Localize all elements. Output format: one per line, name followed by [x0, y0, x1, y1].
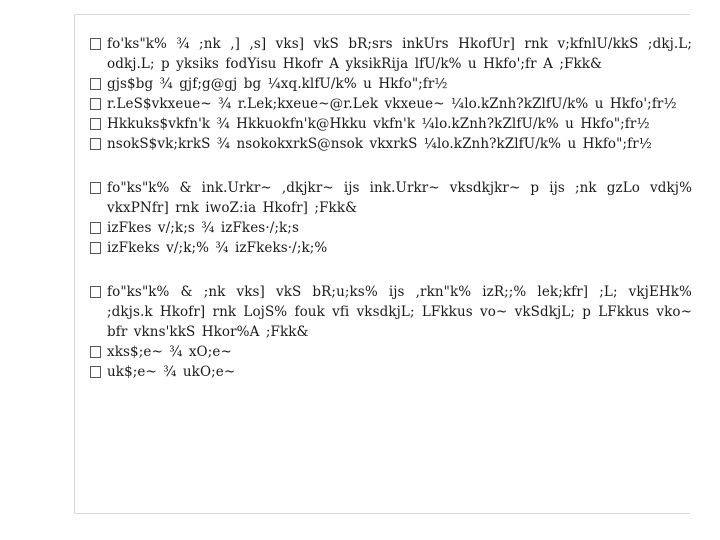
bullet-text: fo"ks"k% & ;nk vks] vkS bR;u;ks% ijs ,rkn"k% izR;;% lek;kfr] ;L; vkjEHk% ;dkjs.k Hkofr] rnk LojS% fouk vfi vksdkjL; LFkkus vo~ vkSdkjL; p LFkkus vko~ bfr vkns'kkS Hkor%A ;Fkk&: [107, 284, 692, 340]
bullet-text: gjs$bg ¾ gjf;g@gj bg ¼xq.klfU/k% u Hkfo";fr½: [107, 76, 448, 92]
bullet-item: [90, 178, 692, 218]
bullet-item: [90, 342, 692, 362]
bullet-text: Hkkuks$vkfn'k ¾ Hkkuokfn'k@Hkku vkfn'k ¼lo.kZnh?kZlfU/k% u Hkfo";fr½: [107, 116, 650, 132]
bullet-item: [90, 282, 692, 342]
checkbox-bullet-icon: [90, 138, 101, 150]
bullet-text: izFkes v/;k;s ¾ izFkes·/;k;s: [107, 220, 299, 236]
bullet-text: fo"ks"k% & ink.Urkr~ ,dkjkr~ ijs ink.Urkr~ vksdkjkr~ p ijs ;nk gzLo vdkj% vkxPNfr] rnk iwoZ:ia Hkofr] ;Fkk&: [107, 180, 692, 216]
checkbox-bullet-icon: [90, 366, 101, 378]
checkbox-bullet-icon: [90, 346, 101, 358]
checkbox-bullet-icon: [90, 242, 101, 254]
bullet-item: [90, 218, 692, 238]
checkbox-bullet-icon: [90, 182, 101, 194]
checkbox-bullet-icon: [90, 286, 101, 298]
bullet-item: [90, 34, 692, 74]
bullet-text: r.LeS$vkxeue~ ¾ r.Lek;kxeue~@r.Lek vkxeue~ ¼lo.kZnh?kZlfU/k% u Hkfo';fr½: [107, 96, 677, 112]
bullet-text: xks$;e~ ¾ xO;e~: [107, 344, 232, 360]
checkbox-bullet-icon: [90, 222, 101, 234]
frame-border-bottom: [75, 513, 690, 514]
bullet-text: uk$;e~ ¾ ukO;e~: [107, 364, 236, 380]
bullet-item: [90, 238, 692, 258]
checkbox-bullet-icon: [90, 78, 101, 90]
checkbox-bullet-icon: [90, 38, 101, 50]
frame-border-top: [75, 14, 690, 15]
checkbox-bullet-icon: [90, 98, 101, 110]
bullet-item: [90, 94, 692, 114]
bullet-item: [90, 362, 692, 382]
slide-content: [90, 34, 692, 382]
frame-border-left: [74, 14, 75, 514]
bullet-item: [90, 134, 692, 154]
bullet-text: izFkeks v/;k;% ¾ izFkeks·/;k;%: [107, 240, 328, 256]
bullet-item: [90, 114, 692, 134]
bullet-text: nsokS$vk;krkS ¾ nsokokxrkS@nsok vkxrkS ¼lo.kZnh?kZlfU/k% u Hkfo";fr½: [107, 136, 652, 152]
bullet-text: fo'ks"k% ¾ ;nk ,] ,s] vks] vkS bR;srs inkUrs HkofUr] rnk v;kfnlU/kkS ;dkj.L; odkj.L; p yksiks fodYisu Hkofr A yksikRija lfU/k% u Hkfo';fr A ;Fkk&: [107, 36, 692, 72]
bullet-item: [90, 74, 692, 94]
checkbox-bullet-icon: [90, 118, 101, 130]
